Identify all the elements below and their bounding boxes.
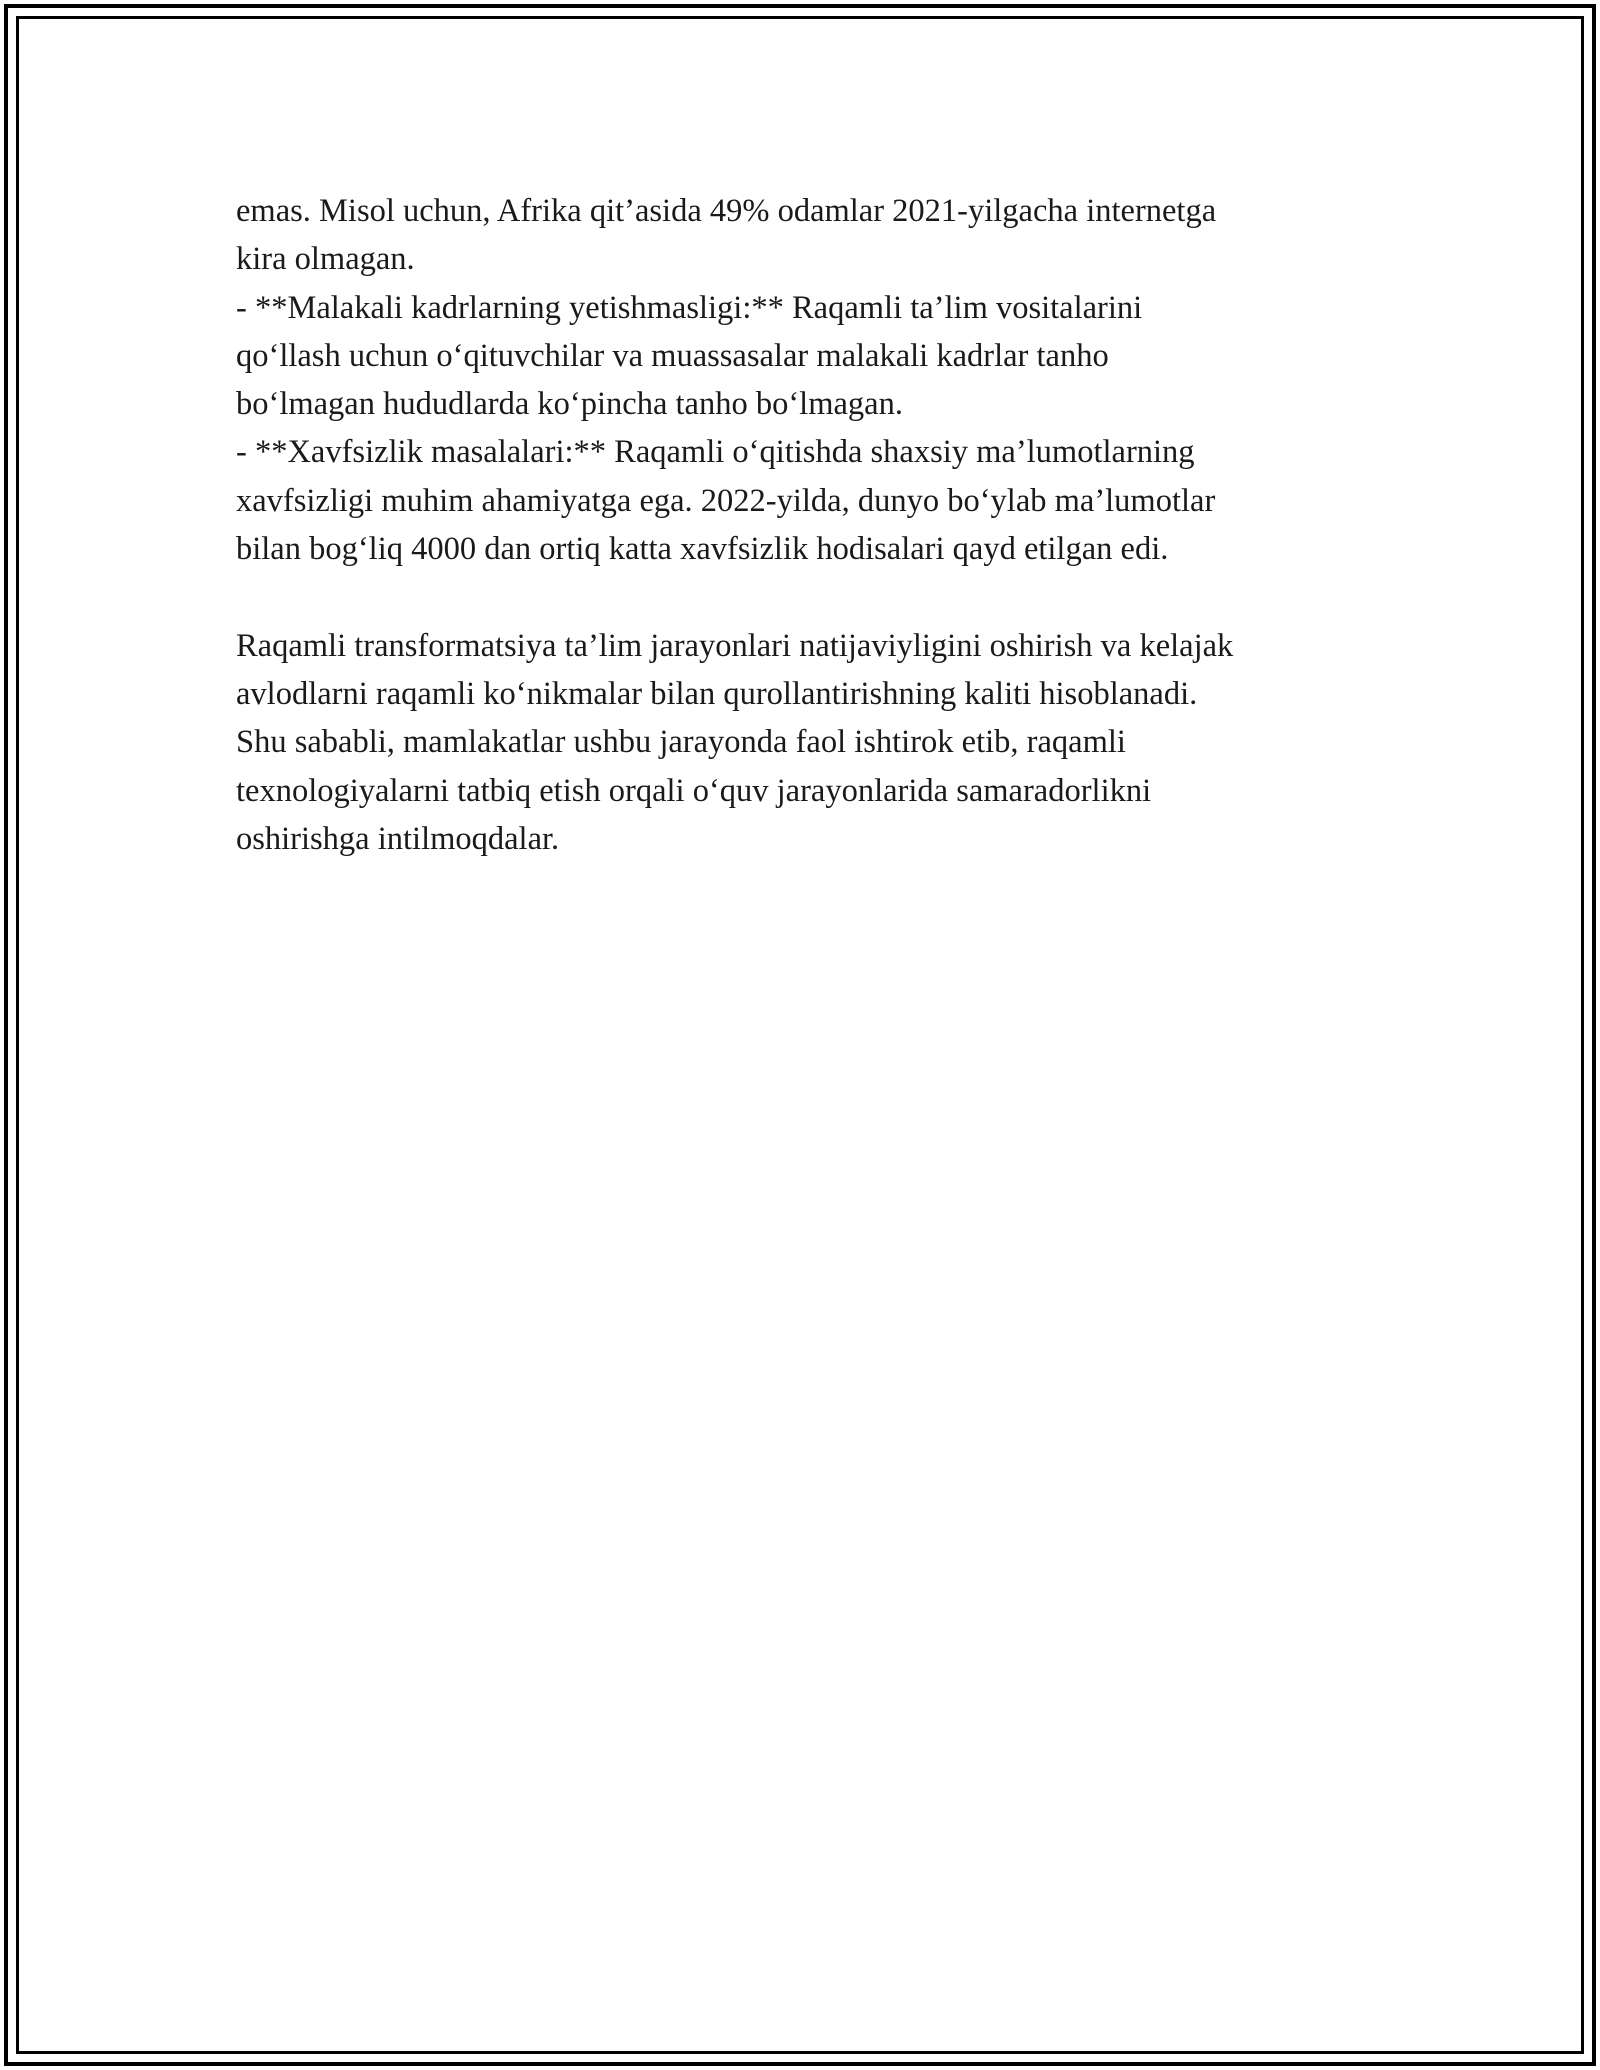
text-line: bilan bog‘liq 4000 dan ortiq katta xavfsizlik hodisalari qayd etilgan edi. xyxy=(236,531,1169,568)
document-body xyxy=(236,187,1396,863)
list-item-staff-shortage: - **Malakali kadrlarning yetishmasligi:** Raqamli ta’lim vositalarini xyxy=(236,289,1143,326)
text-line: qo‘llash uchun o‘qituvchilar va muassasalar malakali kadrlar tanho xyxy=(236,337,1109,374)
list-item-security-issues: - **Xavfsizlik masalalari:** Raqamli o‘qitishda shaxsiy ma’lumotlarning xyxy=(236,434,1195,471)
text-line: texnologiyalarni tatbiq etish orqali o‘quv jarayonlarida samaradorlikni xyxy=(236,772,1152,809)
text-line: kira olmagan. xyxy=(236,241,415,278)
text-line: xavfsizligi muhim ahamiyatga ega. 2022-yilda, dunyo bo‘ylab ma’lumotlar xyxy=(236,482,1216,519)
paragraph-conclusion xyxy=(236,622,1396,863)
text-line: avlodlarni raqamli ko‘nikmalar bilan qurollantirishning kaliti hisoblanadi. xyxy=(236,675,1198,712)
paragraph-challenges xyxy=(236,187,1396,573)
paragraph-spacer xyxy=(236,573,1396,621)
text-line: Raqamli transformatsiya ta’lim jarayonlari natijaviyligini oshirish va kelajak xyxy=(236,627,1234,664)
text-line: emas. Misol uchun, Afrika qit’asida 49% odamlar 2021-yilgacha internetga xyxy=(236,193,1217,229)
text-line: oshirishga intilmoqdalar. xyxy=(236,820,560,857)
text-line: bo‘lmagan hududlarda ko‘pincha tanho bo‘lmagan. xyxy=(236,386,903,423)
text-line: Shu sababli, mamlakatlar ushbu jarayonda faol ishtirok etib, raqamli xyxy=(236,724,1126,761)
